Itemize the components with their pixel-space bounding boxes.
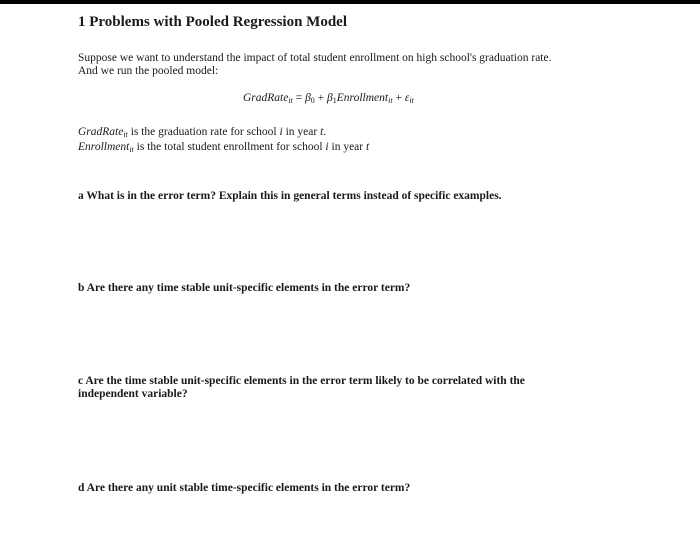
- intro-paragraph: [78, 52, 638, 78]
- def-grad-text: is the graduation rate for school: [127, 126, 280, 138]
- intro-line-2: And we run the pooled model:: [78, 65, 219, 77]
- eq-beta1-sub: 1: [332, 96, 337, 105]
- eq-plus-1: +: [314, 92, 328, 104]
- def-enroll-t: t: [365, 141, 370, 153]
- def-enroll-text: is the total student enrollment for school: [133, 141, 326, 153]
- definition-gradrate: [78, 126, 638, 141]
- eq-lhs-var: GradRate: [243, 92, 289, 104]
- question-c-line-2: independent variable?: [78, 388, 188, 400]
- def-enroll-var: Enrollment: [78, 141, 130, 153]
- eq-rhs-var: Enrollment: [336, 92, 389, 104]
- question-b: b Are there any time stable unit-specific elements in the error term?: [78, 282, 411, 294]
- def-grad-text2: in year: [282, 126, 321, 138]
- def-grad-end: .: [323, 126, 327, 138]
- eq-beta0: β: [305, 92, 311, 104]
- def-grad-var: GradRate: [78, 126, 124, 138]
- def-enroll-text2: in year: [328, 141, 366, 153]
- eq-plus-2: +: [392, 92, 405, 104]
- section-title: 1 Problems with Pooled Regression Model: [78, 14, 348, 30]
- eq-error: ε: [404, 92, 410, 104]
- question-c: [78, 375, 638, 401]
- pooled-model-equation: [243, 92, 414, 105]
- def-enroll-i: i: [325, 141, 329, 153]
- eq-lhs-sub: it: [288, 96, 293, 105]
- question-d: d Are there any unit stable time-specific elements in the error term?: [78, 482, 411, 494]
- def-enroll-sub: it: [129, 145, 134, 154]
- def-grad-sub: it: [123, 130, 128, 139]
- eq-error-sub: it: [409, 96, 414, 105]
- def-grad-t: t: [320, 126, 324, 138]
- eq-equals: =: [292, 92, 306, 104]
- def-grad-i: i: [279, 126, 283, 138]
- eq-beta1: β: [327, 92, 333, 104]
- eq-beta0-sub: 0: [310, 96, 315, 105]
- eq-rhs-sub: it: [388, 96, 393, 105]
- intro-line-1: Suppose we want to understand the impact of total student enrollment on high school's graduation rate.: [78, 52, 552, 64]
- top-border: [0, 0, 700, 4]
- definition-enrollment: [78, 141, 638, 156]
- question-c-line-1: c Are the time stable unit-specific elements in the error term likely to be correlated with the: [78, 375, 525, 387]
- question-a: a What is in the error term? Explain this in general terms instead of specific examples.: [78, 190, 502, 202]
- variable-definitions: [78, 126, 638, 156]
